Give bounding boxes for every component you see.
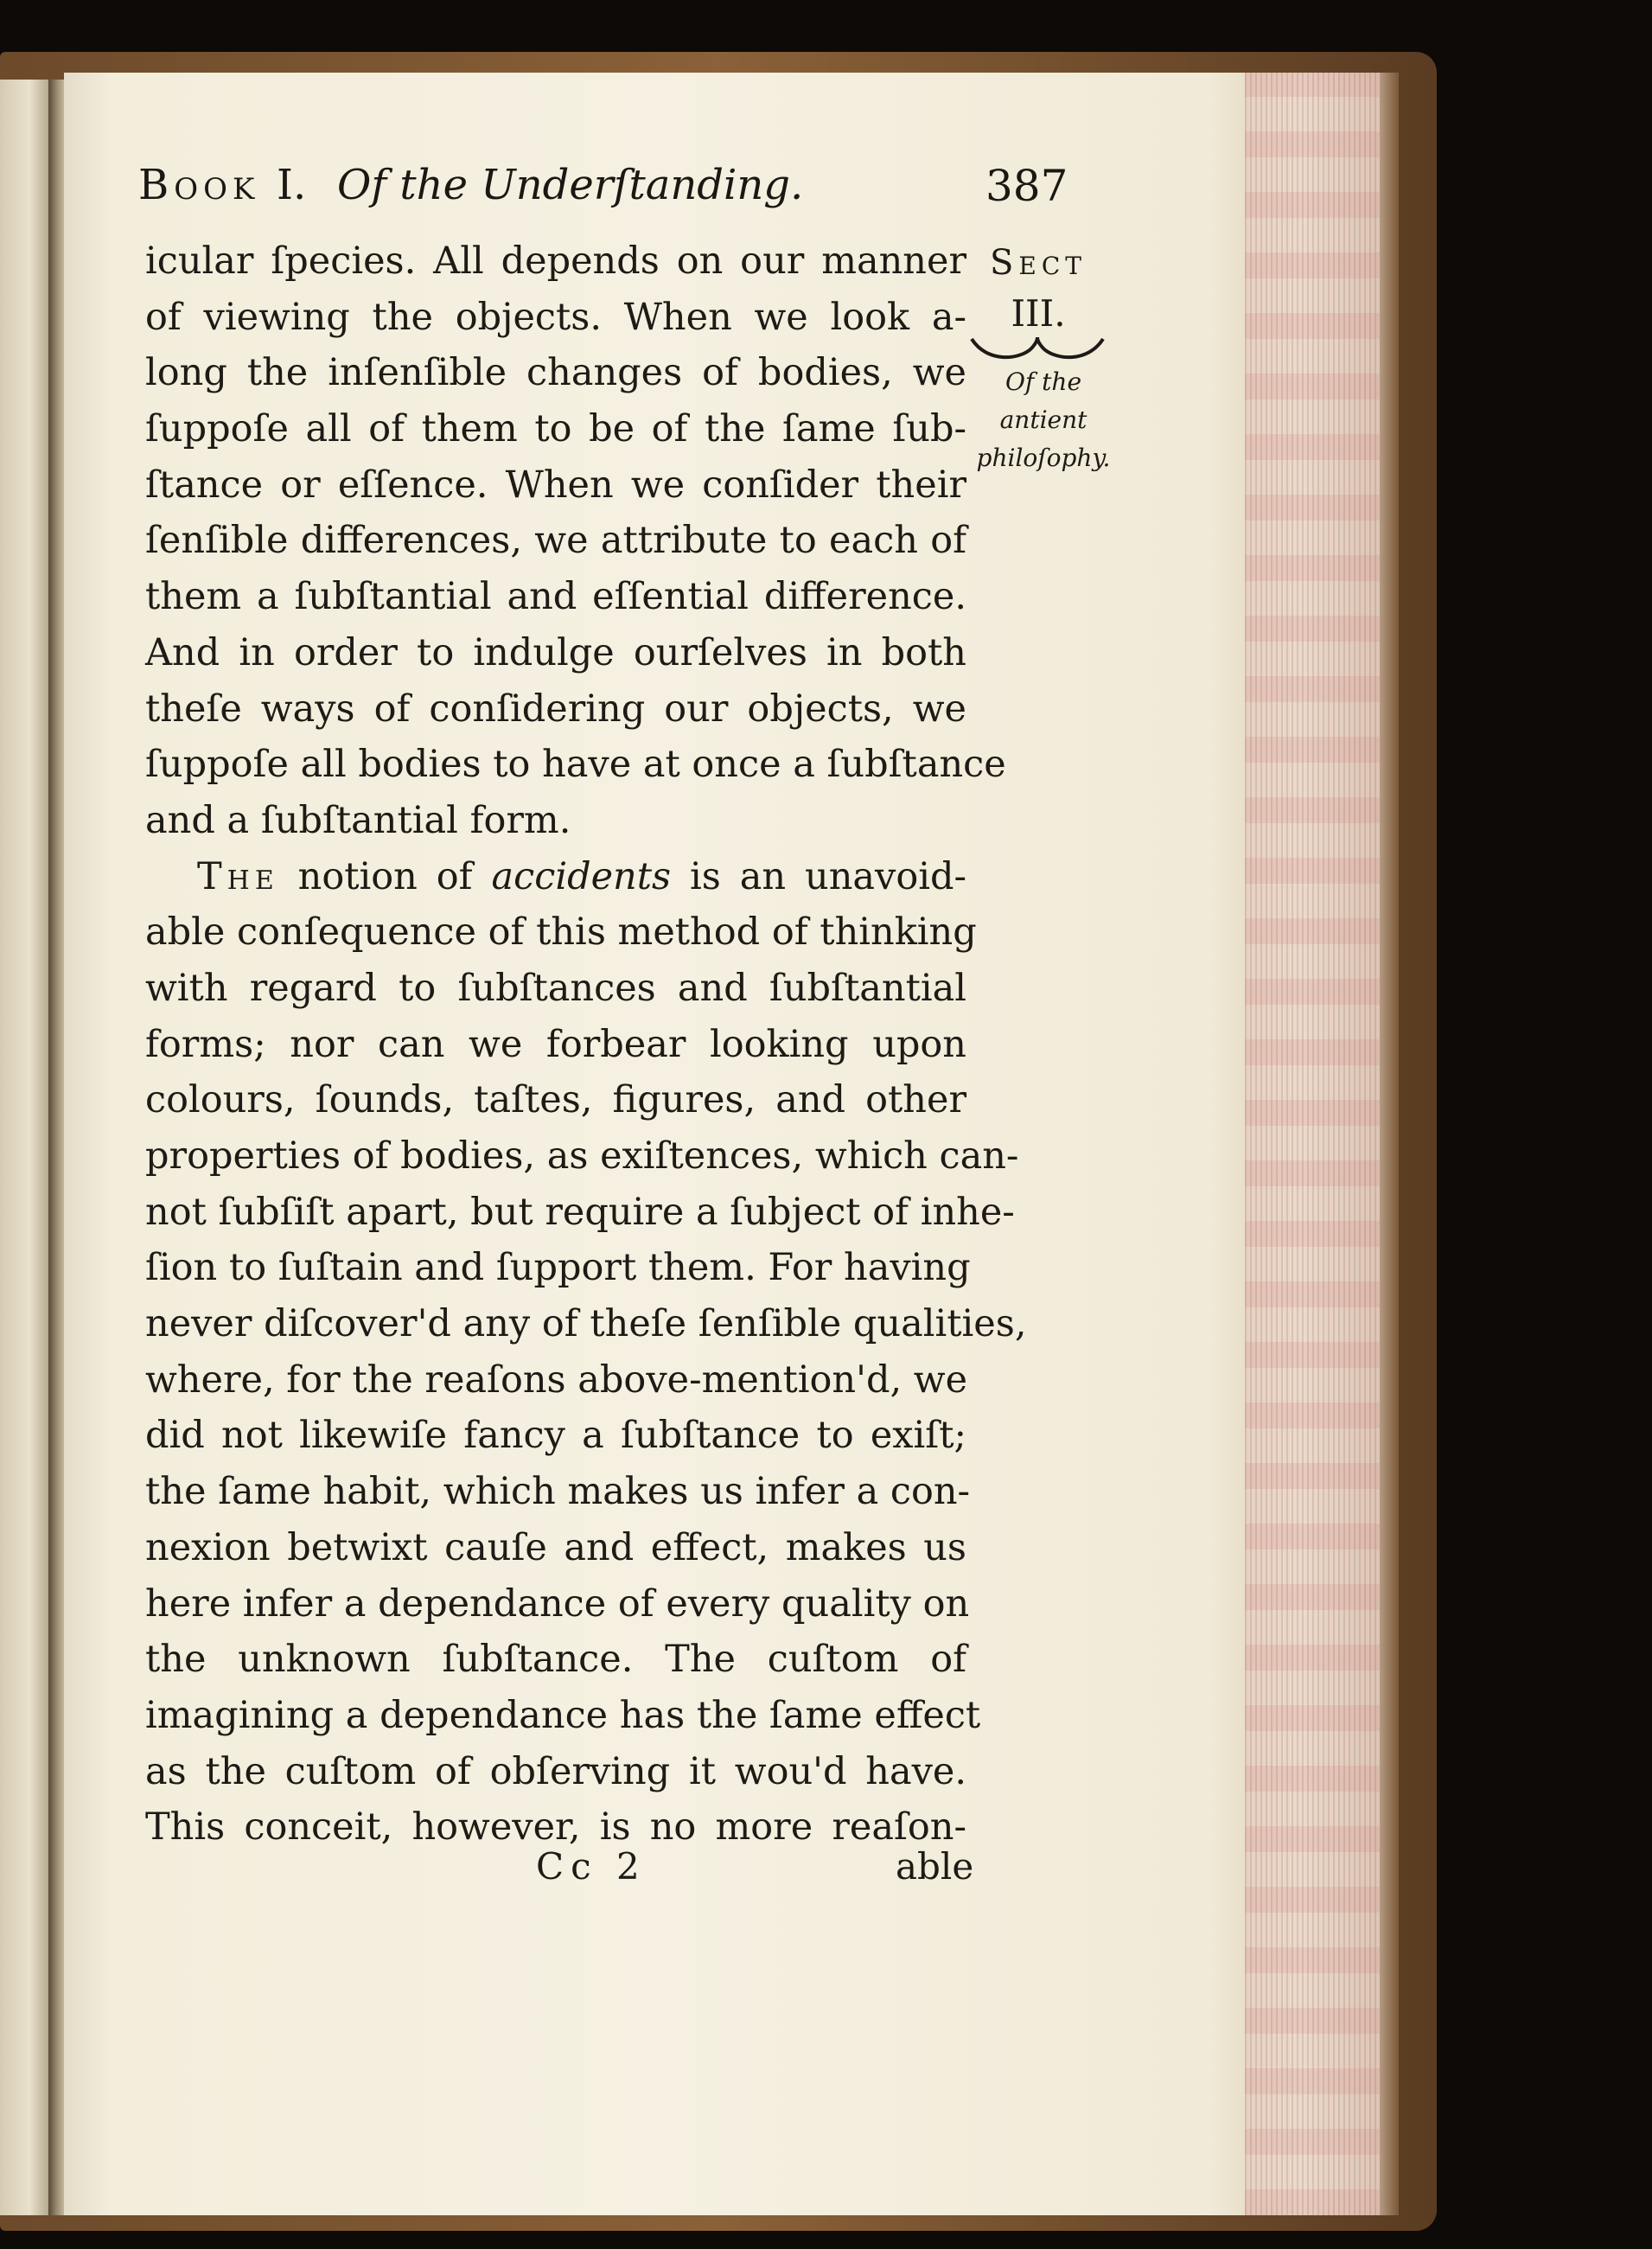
text-line: here infer a dependance of every quality on bbox=[145, 1581, 970, 1626]
text-line: the unknown ſubſtance. The cuſtom of bbox=[145, 1638, 966, 1682]
text-line: where, for the reaſons above-mention'd, we bbox=[145, 1358, 968, 1402]
text-line: colours, ſounds, taſtes, figures, and other bbox=[145, 1078, 966, 1122]
text-line: them a ſubſtantial and eſſential difference. bbox=[145, 575, 966, 619]
text-line: nexion betwixt cauſe and effect, makes us bbox=[145, 1525, 966, 1569]
running-head bbox=[138, 161, 1072, 230]
paragraph-opening-line bbox=[145, 849, 966, 905]
text-span: is an unavoid- bbox=[690, 854, 967, 898]
text-line: not ſubſiſt apart, but require a ſubject of inhe- bbox=[145, 1190, 1015, 1234]
text-span: notion of bbox=[297, 854, 473, 898]
text-line: properties of bodies, as exiſtences, which can- bbox=[145, 1134, 1019, 1178]
running-head-book: Book bbox=[138, 161, 260, 209]
text-line: never diſcover'd any of theſe ſenſible qualities, bbox=[145, 1302, 1027, 1346]
text-line: able conſequence of this method of thinking bbox=[145, 910, 977, 955]
text-line: ſuppoſe all bodies to have at once a ſubſtance bbox=[145, 743, 1006, 787]
text-line: ſion to ſuſtain and ſupport them. For having bbox=[145, 1246, 971, 1290]
running-head-book-number: I. bbox=[277, 161, 307, 209]
cover-edge bbox=[1380, 73, 1399, 2215]
paragraph-initial: The bbox=[197, 854, 279, 898]
text-line: as the cuſtom of obſerving it wou'd have. bbox=[145, 1749, 966, 1793]
page-number: 387 bbox=[985, 161, 1068, 211]
text-line: and a ſubſtantial form. bbox=[145, 798, 571, 842]
text-line: the ſame habit, which makes us infer a con- bbox=[145, 1470, 971, 1514]
text-line: forms; nor can we forbear looking upon bbox=[145, 1022, 966, 1066]
margin-section-label: Sect bbox=[990, 243, 1087, 283]
text-line: of viewing the objects. When we look a- bbox=[145, 295, 966, 339]
margin-note-line: antient bbox=[999, 406, 1088, 434]
margin-note-line: philoſophy. bbox=[976, 444, 1111, 472]
text-line: did not likewiſe fancy a ſubſtance to exiſt; bbox=[145, 1414, 966, 1458]
text-line: This conceit, however, is no more reaſon- bbox=[145, 1805, 966, 1850]
margin-note-line: Of the bbox=[1005, 367, 1082, 396]
text-line: imagining a dependance has the ſame effect bbox=[145, 1693, 981, 1737]
italic-term: accidents bbox=[491, 854, 672, 898]
text-line: And in order to indulge ourſelves in both bbox=[145, 630, 966, 674]
text-line: ſuppoſe all of them to be of the ſame ſub- bbox=[145, 407, 966, 451]
margin-note bbox=[961, 363, 1126, 477]
catchword: able bbox=[896, 1845, 974, 1888]
page-block-edge bbox=[1245, 73, 1392, 2215]
text-line: long the inſenſible changes of bodies, we bbox=[145, 351, 966, 395]
text-line: ſenſible differences, we attribute to each of bbox=[145, 519, 966, 563]
facing-page-edge bbox=[0, 80, 54, 2215]
text-line: icular ſpecies. All depends on our manner bbox=[145, 240, 966, 283]
text-line: ſtance or eſſence. When we conſider their bbox=[145, 463, 966, 507]
margin-section-number: III. bbox=[1011, 292, 1066, 335]
running-head-title: Of the Underſtanding. bbox=[337, 161, 804, 209]
signature-mark: Cc 2 bbox=[536, 1845, 647, 1888]
text-line: theſe ways of conſidering our objects, we bbox=[145, 687, 966, 731]
text-line: with regard to ſubſtances and ſubſtantial bbox=[145, 966, 966, 1010]
main-text bbox=[145, 233, 1027, 1856]
